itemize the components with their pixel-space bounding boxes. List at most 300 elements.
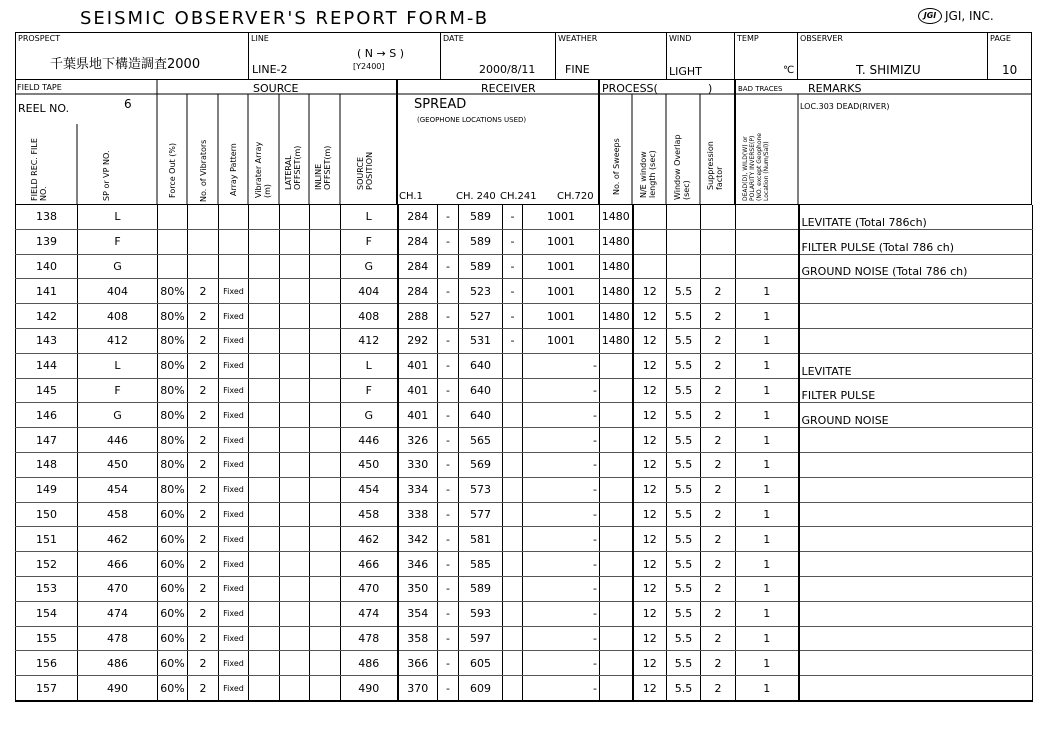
remarks-cell [799,428,1033,453]
vib-array-cell [249,428,280,453]
file-no-cell: 147 [16,428,78,453]
inline-offset-cell [310,328,341,353]
ch720-value-cell [600,403,633,428]
source-pos-col-label: SOURCE POSITION [356,151,374,190]
inline-offset-cell [310,676,341,701]
suppression-cell: 1 [736,328,799,353]
file-no-col-label: FIELD REC. FILE NO. [30,138,48,201]
table-row [16,403,1033,428]
dash-1-cell: - [438,304,459,329]
file-no-cell: 154 [16,601,78,626]
window-overlap-cell: 2 [701,676,736,701]
cell-cell [503,527,523,552]
window-overlap-cell [701,254,736,279]
ne-window-cell: 5.5 [667,477,701,502]
ne-window-cell: 5.5 [667,626,701,651]
file-no-cell: 146 [16,403,78,428]
vib-array-cell [249,552,280,577]
ch240-value-cell: 565 [459,428,503,453]
sp-no-cell: G [78,403,158,428]
cell-cell [503,651,523,676]
force-out-cell [158,205,188,229]
inline-offset-cell [310,304,341,329]
ne-window-cell: 5.5 [667,353,701,378]
file-no-cell: 144 [16,353,78,378]
ch720-value-cell: 1480 [600,205,633,229]
vibrators-cell: 2 [188,353,219,378]
dash-1-cell: - [438,428,459,453]
array-pattern-cell: Fixed [219,328,249,353]
lateral-offset-cell [280,353,310,378]
window-overlap-cell: 2 [701,651,736,676]
lateral-offset-cell [280,651,310,676]
ch1-value-cell: 354 [398,601,438,626]
page-value: 10 [1002,63,1018,77]
inline-offset-cell [310,651,341,676]
lateral-offset-cell [280,477,310,502]
file-no-cell: 152 [16,552,78,577]
suppression-cell: 1 [736,279,799,304]
ch241-value-cell: - [523,651,600,676]
file-no-cell: 143 [16,328,78,353]
jgi-logo-icon: JGI [918,8,942,24]
dash-1-cell: - [438,676,459,701]
inline-offset-cell [310,205,341,229]
lateral-offset-cell [280,378,310,403]
ch720-value-cell: 1480 [600,328,633,353]
force-out-cell: 80% [158,279,188,304]
remarks-cell: GROUND NOISE (Total 786 ch) [799,254,1033,279]
dash-1-cell: - [438,552,459,577]
suppression-cell: 1 [736,626,799,651]
table-row [16,378,1033,403]
cell-cell [503,552,523,577]
array-pattern-cell [219,229,249,254]
vib-array-cell [249,452,280,477]
source-position-cell: L [341,353,398,378]
sp-no-cell: 404 [78,279,158,304]
sp-no-cell: 470 [78,576,158,601]
ch241-value-cell: - [523,452,600,477]
file-no-cell: 140 [16,254,78,279]
ne-window-cell: 5.5 [667,502,701,527]
ch241-value-cell: 1001 [523,229,600,254]
inline-offset-cell [310,477,341,502]
dash-1-cell: - [438,254,459,279]
array-pattern-cell: Fixed [219,552,249,577]
ch240-value-cell: 593 [459,601,503,626]
lateral-offset-cell [280,279,310,304]
ch720-value-cell [600,576,633,601]
remarks-cell [799,328,1033,353]
file-no-cell: 153 [16,576,78,601]
suppression-cell: 1 [736,353,799,378]
ch241-value-cell: - [523,676,600,701]
inline-offset-cell [310,254,341,279]
cell-cell: - [503,229,523,254]
remarks-cell: LEVITATE [799,353,1033,378]
ch241-value-cell: - [523,353,600,378]
file-no-cell: 145 [16,378,78,403]
ch1-value-cell: 284 [398,279,438,304]
sp-no-cell: L [78,353,158,378]
sp-no-cell: 462 [78,527,158,552]
force-out-cell: 80% [158,477,188,502]
ne-window-cell: 5.5 [667,576,701,601]
source-position-cell: 474 [341,601,398,626]
ne-window-cell [667,254,701,279]
direction-sub: [Y2400] [353,62,385,71]
ch240-label: CH. 240 [456,191,496,202]
wind-cell: WIND LIGHT [667,33,735,79]
inline-offset-cell [310,428,341,453]
file-no-cell: 156 [16,651,78,676]
array-pattern-cell: Fixed [219,428,249,453]
ch720-value-cell [600,378,633,403]
remarks-cell [799,527,1033,552]
sp-no-cell: 478 [78,626,158,651]
direction: ( N → S ) [357,47,404,60]
vibrators-cell: 2 [188,452,219,477]
sweeps-cell: 12 [633,477,667,502]
sweeps-cell: 12 [633,403,667,428]
source-position-cell: 408 [341,304,398,329]
source-position-cell: 412 [341,328,398,353]
source-position-cell: 446 [341,428,398,453]
table-row [16,626,1033,651]
cell-cell [503,378,523,403]
source-position-cell: 454 [341,477,398,502]
window-overlap-cell: 2 [701,452,736,477]
ch240-value-cell: 573 [459,477,503,502]
force-out-cell: 80% [158,304,188,329]
file-no-cell: 150 [16,502,78,527]
remarks-cell [799,502,1033,527]
vib-array-cell [249,651,280,676]
lateral-offset-cell [280,205,310,229]
remarks-note: LOC.303 DEAD(RIVER) [800,102,890,111]
remarks-cell [799,279,1033,304]
window-overlap-cell: 2 [701,477,736,502]
sp-no-cell: F [78,378,158,403]
source-position-cell: 466 [341,552,398,577]
dash-1-cell: - [438,279,459,304]
source-position-cell: 462 [341,527,398,552]
suppression-cell: 1 [736,651,799,676]
window-overlap-cell: 2 [701,378,736,403]
remarks-cell: GROUND NOISE [799,403,1033,428]
table-row [16,304,1033,329]
dash-1-cell: - [438,502,459,527]
table-row [16,452,1033,477]
ch241-value-cell: 1001 [523,328,600,353]
source-position-cell: L [341,205,398,229]
ne-window-col-label: N/E window length (sec) [639,150,657,198]
vibrators-cell: 2 [188,403,219,428]
vibrators-cell: 2 [188,279,219,304]
force-out-cell: 60% [158,527,188,552]
vibrators-cell [188,229,219,254]
vibrators-cell: 2 [188,601,219,626]
line-value: LINE-2 [252,63,288,76]
window-overlap-cell: 2 [701,304,736,329]
force-out-cell: 80% [158,353,188,378]
array-pattern-cell: Fixed [219,403,249,428]
prospect-value: 千葉県地下構造調査2000 [50,57,201,72]
sp-no-cell: F [78,229,158,254]
table-row [16,477,1033,502]
ch240-value-cell: 640 [459,353,503,378]
file-no-cell: 142 [16,304,78,329]
window-overlap-cell: 2 [701,626,736,651]
spread-label: SPREAD [414,97,467,112]
sp-no-cell: 474 [78,601,158,626]
array-pattern-cell: Fixed [219,378,249,403]
array-pattern-cell: Fixed [219,304,249,329]
file-no-cell: 155 [16,626,78,651]
ch1-value-cell: 346 [398,552,438,577]
sweeps-cell: 12 [633,552,667,577]
window-overlap-cell: 2 [701,328,736,353]
ch240-value-cell: 640 [459,403,503,428]
suppression-cell: 1 [736,304,799,329]
dash-1-cell: - [438,601,459,626]
suppression-cell: 1 [736,552,799,577]
ch720-label: CH.720 [557,191,594,202]
ch241-value-cell: - [523,552,600,577]
ch720-value-cell [600,527,633,552]
dash-1-cell: - [438,403,459,428]
sp-no-cell: 458 [78,502,158,527]
inline-offset-cell [310,502,341,527]
date-value: 2000/8/11 [479,63,536,76]
suppression-cell: 1 [736,576,799,601]
ch720-value-cell [600,626,633,651]
ch240-value-cell: 527 [459,304,503,329]
sweeps-cell: 12 [633,328,667,353]
array-pattern-cell: Fixed [219,502,249,527]
remarks-cell [799,576,1033,601]
window-overlap-cell: 2 [701,576,736,601]
remarks-cell [799,304,1033,329]
file-no-cell: 138 [16,205,78,229]
table-row [16,353,1033,378]
sweeps-cell: 12 [633,676,667,701]
lateral-offset-cell [280,229,310,254]
ch241-value-cell: - [523,576,600,601]
vibrators-cell: 2 [188,428,219,453]
sweeps-cell: 12 [633,378,667,403]
force-out-cell: 80% [158,328,188,353]
ch241-value-cell: - [523,428,600,453]
ch240-value-cell: 640 [459,378,503,403]
suppression-cell: 1 [736,502,799,527]
dash-1-cell: - [438,353,459,378]
source-position-cell: F [341,378,398,403]
inline-offset-cell [310,378,341,403]
force-out-cell: 80% [158,378,188,403]
vib-array-cell [249,576,280,601]
force-out-cell [158,229,188,254]
cell-cell [503,601,523,626]
dash-1-cell: - [438,328,459,353]
array-pattern-cell [219,254,249,279]
cell-cell: - [503,279,523,304]
reel-label: REEL NO. [18,102,70,115]
ch240-value-cell: 577 [459,502,503,527]
ch720-value-cell [600,353,633,378]
ch241-value-cell: - [523,403,600,428]
dash-1-cell: - [438,626,459,651]
suppression-cell [736,254,799,279]
table-row [16,205,1033,229]
ch241-value-cell: - [523,378,600,403]
suppression-cell: 1 [736,378,799,403]
table-row [16,279,1033,304]
ne-window-cell: 5.5 [667,527,701,552]
vibrators-cell: 2 [188,328,219,353]
suppression-cell: 1 [736,477,799,502]
array-pattern-cell: Fixed [219,452,249,477]
ch241-value-cell: 1001 [523,254,600,279]
source-position-cell: G [341,403,398,428]
source-position-cell: G [341,254,398,279]
window-overlap-cell: 2 [701,502,736,527]
window-overlap-cell: 2 [701,403,736,428]
observer-cell: OBSERVER T. SHIMIZU [798,33,988,79]
vibrators-cell: 2 [188,651,219,676]
table-body [16,205,1033,701]
window-overlap-cell: 2 [701,428,736,453]
dash-1-cell: - [438,229,459,254]
vibrators-cell: 2 [188,502,219,527]
dash-1-cell: - [438,452,459,477]
company-logo [918,8,994,24]
inline-offset-cell [310,279,341,304]
file-no-cell: 151 [16,527,78,552]
ch720-value-cell [600,477,633,502]
date-cell: DATE 2000/8/11 [441,33,556,79]
suppression-cell [736,229,799,254]
ch240-value-cell: 597 [459,626,503,651]
ch1-value-cell: 350 [398,576,438,601]
sweeps-cell: 12 [633,304,667,329]
force-out-cell: 80% [158,428,188,453]
lateral-offset-cell [280,428,310,453]
sp-no-cell: L [78,205,158,229]
sp-no-cell: 486 [78,651,158,676]
ch1-value-cell: 292 [398,328,438,353]
source-position-cell: 450 [341,452,398,477]
vib-array-cell [249,229,280,254]
ch720-value-cell [600,676,633,701]
table-row [16,576,1033,601]
file-no-cell: 157 [16,676,78,701]
ch1-value-cell: 401 [398,403,438,428]
ch240-value-cell: 581 [459,527,503,552]
ch240-value-cell: 589 [459,229,503,254]
vib-array-cell [249,403,280,428]
table-row [16,651,1033,676]
vib-array-cell [249,502,280,527]
sweeps-cell: 12 [633,651,667,676]
array-pattern-cell [219,205,249,229]
source-position-cell: 486 [341,651,398,676]
company-name: JGI, INC. [945,9,994,23]
ne-window-cell: 5.5 [667,552,701,577]
ch720-value-cell [600,428,633,453]
vib-array-cell [249,328,280,353]
vibrators-cell [188,254,219,279]
vibrators-cell: 2 [188,527,219,552]
remarks-cell: FILTER PULSE [799,378,1033,403]
lateral-offset-cell [280,626,310,651]
ch1-value-cell: 401 [398,353,438,378]
file-no-cell: 148 [16,452,78,477]
source-position-cell: 458 [341,502,398,527]
table-row [16,328,1033,353]
force-out-cell: 80% [158,452,188,477]
column-headers [15,79,1032,205]
sp-no-cell: 408 [78,304,158,329]
array-pattern-cell: Fixed [219,601,249,626]
vib-array-cell [249,477,280,502]
ch1-label: CH.1 [399,191,423,202]
sweeps-cell: 12 [633,502,667,527]
sp-no-cell: 446 [78,428,158,453]
cell-cell [503,676,523,701]
suppression-cell: 1 [736,527,799,552]
table-row [16,676,1033,701]
ch720-value-cell [600,552,633,577]
cell-cell [503,477,523,502]
sweeps-cell: 12 [633,601,667,626]
remarks-cell [799,477,1033,502]
line-cell: LINE ( N → S ) LINE-2 [Y2400] [249,33,441,79]
remarks-cell: FILTER PULSE (Total 786 ch) [799,229,1033,254]
remarks-cell [799,651,1033,676]
ne-window-cell: 5.5 [667,304,701,329]
ch240-value-cell: 585 [459,552,503,577]
ch1-value-cell: 288 [398,304,438,329]
array-pattern-cell: Fixed [219,353,249,378]
page-cell: PAGE 10 [990,34,1018,77]
force-out-cell: 60% [158,502,188,527]
lateral-offset-cell [280,403,310,428]
dash-1-cell: - [438,378,459,403]
inline-offset-cell [310,576,341,601]
sweeps-cell: 12 [633,279,667,304]
force-out-cell: 60% [158,626,188,651]
ne-window-cell: 5.5 [667,676,701,701]
force-out-cell: 60% [158,576,188,601]
bad-traces-col-label: DEAD(D), WILD(W) or POLARITY INVERSE(P) (NO. except Geophone Location (Num/Sal)) [742,132,770,201]
ch241-value-cell: - [523,502,600,527]
source-label: SOURCE [253,82,299,95]
table-row [16,552,1033,577]
vib-array-cell [249,304,280,329]
sweeps-cell [633,229,667,254]
cell-cell: - [503,205,523,229]
table-row [16,601,1033,626]
ch1-value-cell: 330 [398,452,438,477]
remarks-cell [799,601,1033,626]
force-out-cell: 60% [158,676,188,701]
force-out-cell: 60% [158,552,188,577]
vib-array-cell [249,527,280,552]
sweeps-cell: 12 [633,626,667,651]
ch241-value-cell: - [523,477,600,502]
